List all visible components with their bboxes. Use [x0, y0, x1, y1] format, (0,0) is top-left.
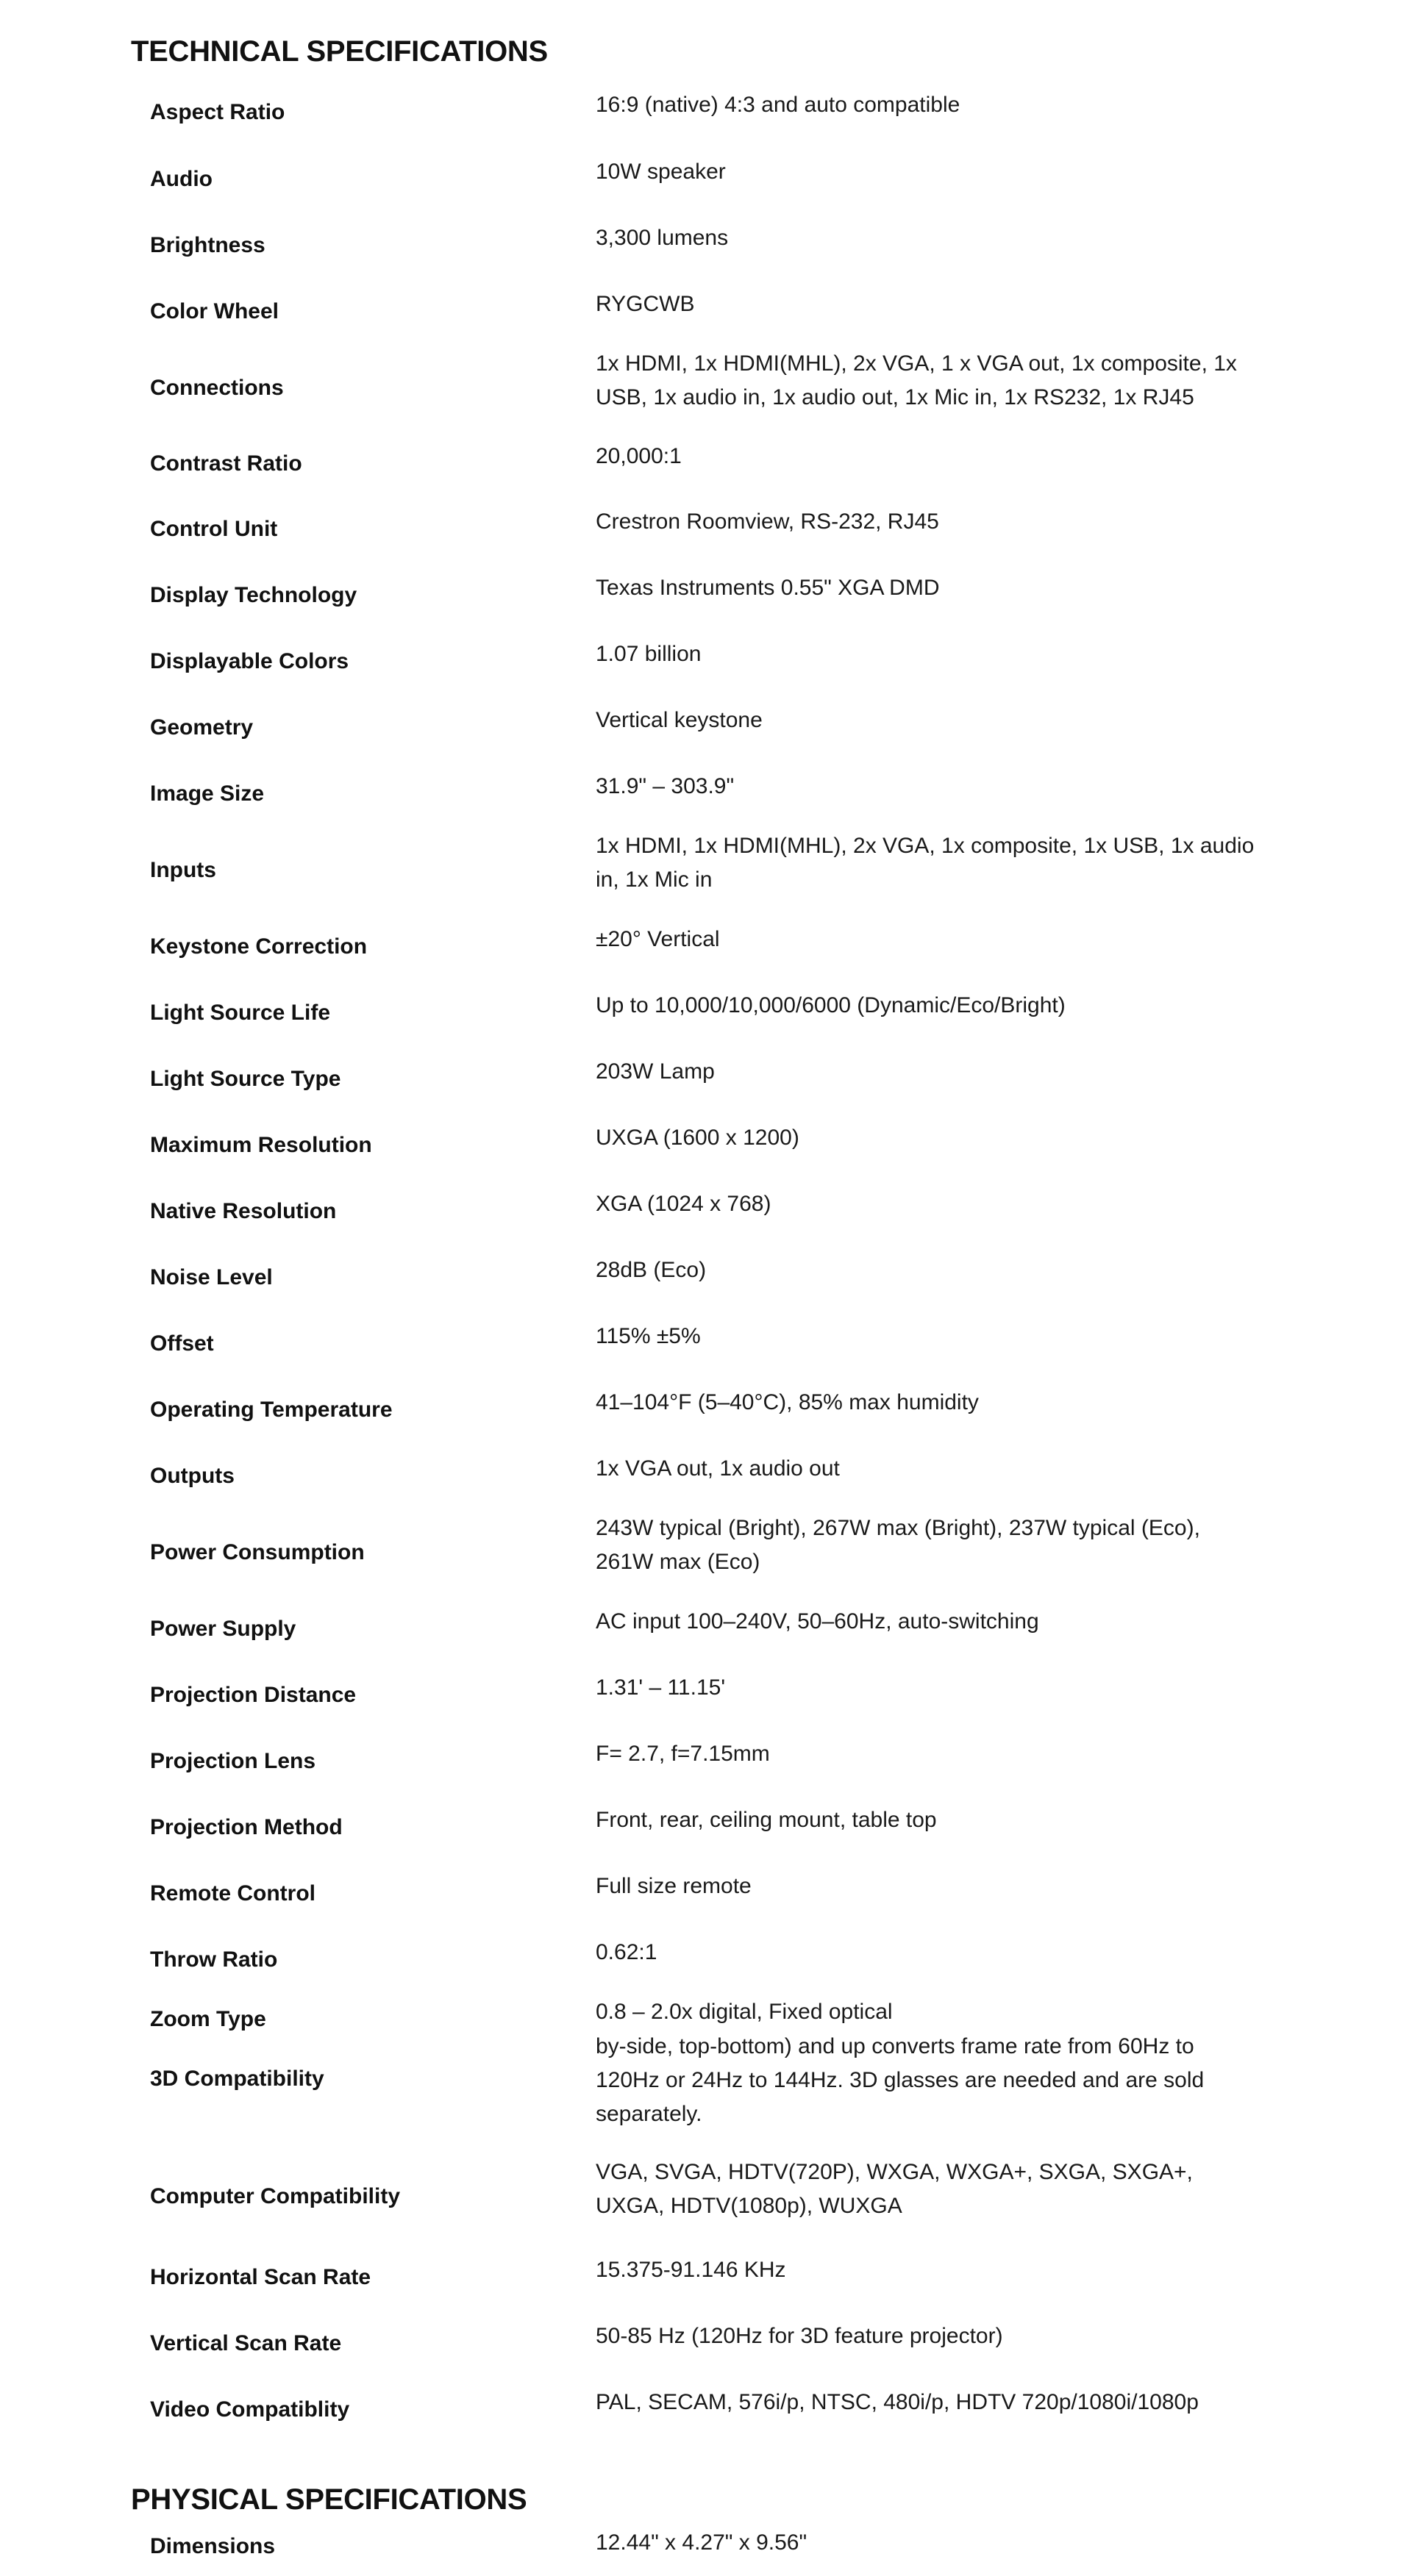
physical-specifications-section	[131, 2479, 1278, 2567]
spec-row-light-source-life	[131, 973, 1278, 1040]
spec-value: by-side, top-bottom) and up converts frame rate from 60Hz to 120Hz or 24Hz to 144Hz. 3D glasses are needed and are sold separately.	[596, 2034, 1205, 2126]
spec-value: Crestron Roomview, RS-232, RJ45	[596, 509, 939, 534]
technical-specifications-section	[131, 31, 1278, 2436]
spec-value: XGA (1024 x 768)	[596, 1192, 771, 1216]
spec-row-projection-lens	[131, 1722, 1278, 1788]
spec-label: Maximum Resolution	[150, 1133, 372, 1157]
spec-value: 243W typical (Bright), 267W max (Bright), 237W typical (Eco), 261W max (Eco)	[596, 1516, 1200, 1574]
spec-value: Full size remote	[596, 1874, 752, 1898]
spec-label: Remote Control	[150, 1881, 315, 1906]
spec-row-noise-level	[131, 1238, 1278, 1304]
spec-label: Video Compatiblity	[150, 2397, 350, 2422]
spec-row-throw-ratio	[131, 1920, 1278, 1986]
technical-spec-table	[131, 72, 1278, 2436]
spec-value: 1.07 billion	[596, 642, 702, 666]
spec-row-dimensions	[131, 2520, 1278, 2567]
spec-value: 1x HDMI, 1x HDMI(MHL), 2x VGA, 1 x VGA out, 1x composite, 1x USB, 1x audio in, 1x audio out, 1x Mic in, 1x RS232, 1x RJ45	[596, 351, 1237, 409]
spec-label: Aspect Ratio	[150, 100, 285, 124]
spec-value: PAL, SECAM, 576i/p, NTSC, 480i/p, HDTV 720p/1080i/1080p	[596, 2390, 1199, 2414]
spec-row-3d-compatibility	[131, 2039, 1278, 2142]
spec-value: 16:9 (native) 4:3 and auto compatible	[596, 93, 960, 117]
spec-row-image-size	[131, 754, 1278, 820]
spec-value: Texas Instruments 0.55" XGA DMD	[596, 576, 940, 600]
spec-row-vertical-scan-rate	[131, 2304, 1278, 2370]
spec-value: Up to 10,000/10,000/6000 (Dynamic/Eco/Bright)	[596, 993, 1066, 1017]
spec-row-operating-temperature	[131, 1370, 1278, 1437]
spec-label: Throw Ratio	[150, 1947, 278, 1972]
spec-value: Vertical keystone	[596, 708, 763, 732]
spec-value: ±20° Vertical	[596, 927, 720, 951]
spec-row-projection-method	[131, 1788, 1278, 1854]
spec-label: Projection Method	[150, 1815, 343, 1839]
spec-value: UXGA (1600 x 1200)	[596, 1126, 799, 1150]
spec-label: Native Resolution	[150, 1199, 337, 1223]
spec-label: Horizontal Scan Rate	[150, 2265, 371, 2289]
spec-label: Vertical Scan Rate	[150, 2331, 342, 2355]
spec-label: Control Unit	[150, 517, 278, 541]
spec-row-connections	[131, 338, 1278, 425]
spec-row-inputs	[131, 820, 1278, 907]
spec-row-color-wheel	[131, 272, 1278, 338]
spec-value: 203W Lamp	[596, 1059, 715, 1084]
spec-value: 1x HDMI, 1x HDMI(MHL), 2x VGA, 1x composite, 1x USB, 1x audio in, 1x Mic in	[596, 834, 1255, 892]
spec-label: Noise Level	[150, 1265, 273, 1289]
spec-label: Connections	[150, 376, 284, 400]
spec-row-geometry	[131, 688, 1278, 754]
spec-value: 41–104°F (5–40°C), 85% max humidity	[596, 1390, 979, 1414]
spec-row-maximum-resolution	[131, 1106, 1278, 1172]
spec-label: Projection Lens	[150, 1749, 316, 1773]
spec-label: Dimensions	[150, 2534, 276, 2558]
spec-label: Audio	[150, 167, 213, 191]
spec-label: Inputs	[150, 858, 216, 882]
spec-row-displayable-colors	[131, 622, 1278, 688]
spec-label: Computer Compatibility	[150, 2184, 401, 2208]
spec-row-projection-distance	[131, 1656, 1278, 1722]
spec-label: Keystone Correction	[150, 934, 368, 959]
spec-row-remote-control	[131, 1854, 1278, 1920]
spec-row-horizontal-scan-rate	[131, 2238, 1278, 2304]
spec-label: Display Technology	[150, 583, 357, 607]
spec-label: 3D Compatibility	[150, 2067, 324, 2091]
spec-label: Outputs	[150, 1464, 235, 1488]
spec-row-aspect-ratio	[131, 72, 1278, 140]
spec-value: 1x VGA out, 1x audio out	[596, 1456, 840, 1481]
spec-label: Light Source Life	[150, 1001, 331, 1025]
spec-value: 115% ±5%	[596, 1324, 701, 1348]
spec-row-light-source-type	[131, 1040, 1278, 1106]
spec-value: 0.8 – 2.0x digital, Fixed optical	[596, 2000, 893, 2024]
spec-value: AC input 100–240V, 50–60Hz, auto-switching	[596, 1609, 1039, 1634]
spec-row-control-unit	[131, 490, 1278, 556]
spec-label: Operating Temperature	[150, 1398, 393, 1422]
spec-value: 28dB (Eco)	[596, 1258, 707, 1282]
spec-label: Offset	[150, 1331, 214, 1356]
spec-value: RYGCWB	[596, 292, 695, 316]
spec-value: F= 2.7, f=7.15mm	[596, 1742, 770, 1766]
spec-row-contrast-ratio	[131, 425, 1278, 490]
spec-label: Power Supply	[150, 1617, 296, 1641]
section-title: PHYSICAL SPECIFICATIONS	[131, 2483, 527, 2516]
spec-row-computer-compatibility	[131, 2142, 1278, 2238]
spec-row-native-resolution	[131, 1172, 1278, 1238]
spec-row-audio	[131, 140, 1278, 206]
spec-label: Contrast Ratio	[150, 451, 302, 476]
spec-row-keystone-correction	[131, 907, 1278, 973]
spec-label: Color Wheel	[150, 299, 279, 323]
spec-value: 31.9" – 303.9"	[596, 774, 735, 798]
spec-row-outputs	[131, 1437, 1278, 1503]
spec-label: Geometry	[150, 715, 254, 740]
spec-row-offset	[131, 1304, 1278, 1370]
spec-value: Front, rear, ceiling mount, table top	[596, 1808, 937, 1832]
spec-label: Image Size	[150, 781, 265, 806]
spec-value: 20,000:1	[596, 444, 682, 468]
spec-label: Zoom Type	[150, 2007, 266, 2031]
spec-row-power-supply	[131, 1589, 1278, 1656]
spec-label: Power Consumption	[150, 1540, 365, 1564]
spec-label: Displayable Colors	[150, 649, 349, 673]
spec-label: Projection Distance	[150, 1683, 357, 1707]
spec-value: VGA, SVGA, HDTV(720P), WXGA, WXGA+, SXGA, SXGA+, UXGA, HDTV(1080p), WUXGA	[596, 2160, 1193, 2218]
spec-value: 10W speaker	[596, 160, 726, 184]
spec-value: 3,300 lumens	[596, 226, 729, 250]
spec-label: Light Source Type	[150, 1067, 341, 1091]
spec-value: 12.44" x 4.27" x 9.56"	[596, 2530, 807, 2555]
spec-value: 0.62:1	[596, 1940, 657, 1964]
spec-label: Brightness	[150, 233, 265, 257]
physical-spec-table	[131, 2520, 1278, 2567]
spec-row-display-technology	[131, 556, 1278, 622]
spec-row-video-compatibility	[131, 2370, 1278, 2436]
spec-row-power-consumption	[131, 1503, 1278, 1589]
spec-value: 50-85 Hz (120Hz for 3D feature projector)	[596, 2324, 1003, 2348]
spec-value: 1.31' – 11.15'	[596, 1675, 726, 1700]
spec-row-brightness	[131, 206, 1278, 272]
spec-value: 15.375-91.146 KHz	[596, 2258, 786, 2282]
section-title: TECHNICAL SPECIFICATIONS	[131, 35, 548, 68]
